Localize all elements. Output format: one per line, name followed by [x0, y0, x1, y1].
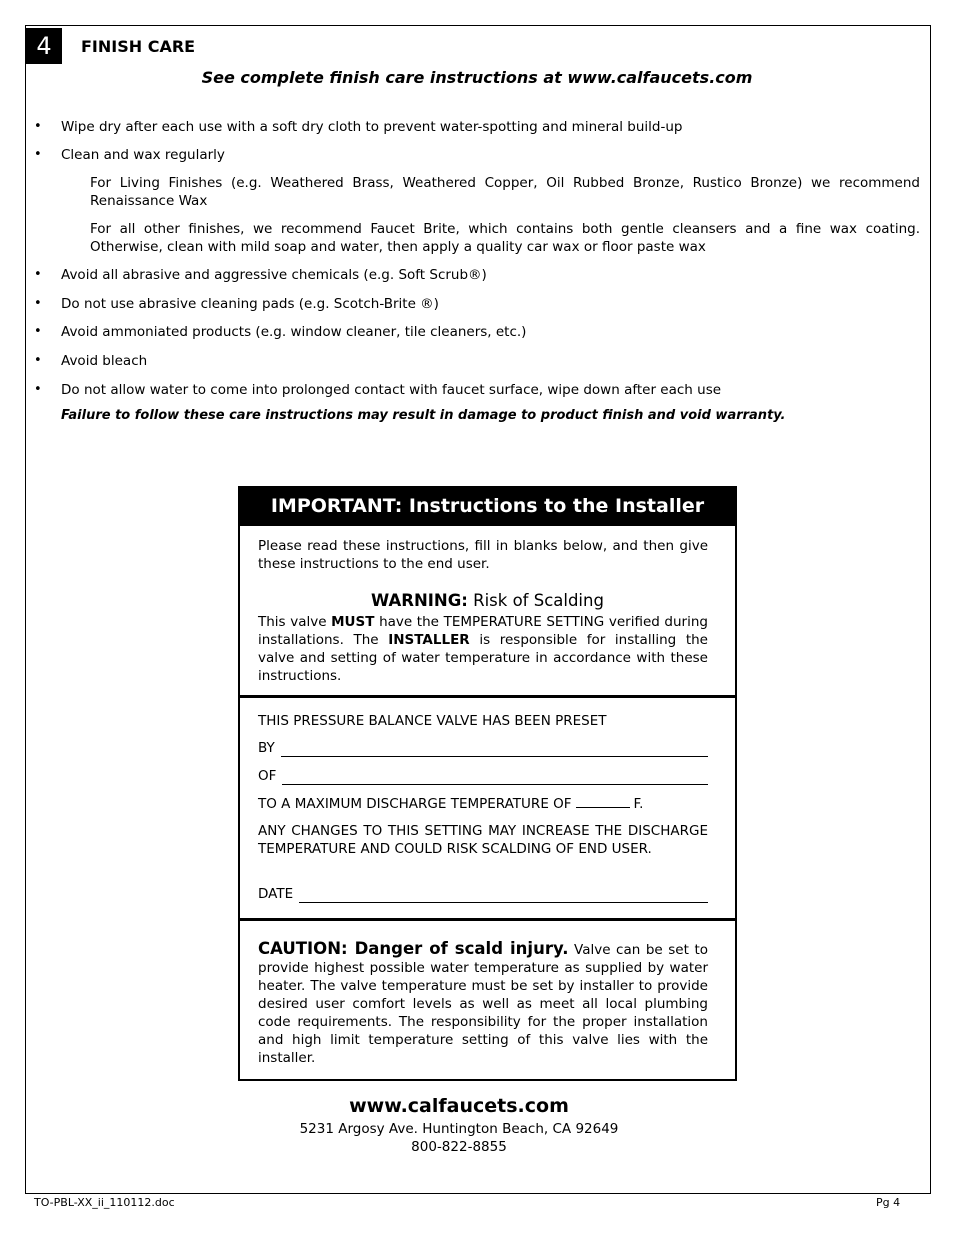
bullet-marker: •: [34, 119, 42, 134]
date-label: DATE: [258, 886, 294, 902]
installer-instructions-box: [238, 486, 737, 1081]
warning-text: This valve: [258, 614, 332, 630]
box-divider: [240, 918, 735, 921]
date-row: [258, 885, 708, 903]
max-temp-blank[interactable]: [576, 794, 630, 808]
warning-body: [258, 613, 708, 685]
page-number: Pg 4: [876, 1196, 901, 1209]
bullet-text: Do not use abrasive cleaning pads (e.g. Scotch-Brite ®): [61, 296, 439, 312]
bullet-marker: •: [34, 147, 42, 162]
changes-warning: ANY CHANGES TO THIS SETTING MAY INCREASE THE DISCHARGE TEMPERATURE AND COULD RISK SCALDING OF END USER.: [258, 823, 708, 857]
bullet-marker: •: [34, 353, 42, 368]
by-blank[interactable]: [281, 743, 708, 757]
bullet-marker: •: [34, 267, 42, 282]
warning-label: WARNING:: [371, 591, 468, 610]
finish-care-subtitle: See complete finish care instructions at www.calfaucets.com: [201, 68, 753, 87]
box-divider: [240, 695, 735, 698]
max-temperature-row: [258, 794, 708, 813]
phone-number: 800-822-8855: [411, 1139, 507, 1155]
installer-intro: Please read these instructions, fill in blanks below, and then give these instructions to the end user.: [258, 538, 708, 572]
website-link[interactable]: www.calfaucets.com: [349, 1095, 569, 1117]
warning-must: MUST: [331, 614, 375, 630]
bullet-abrasive-pads: [34, 295, 921, 313]
preset-of-row: [258, 767, 708, 785]
by-label: BY: [258, 740, 275, 756]
installer-box-heading: IMPORTANT: Instructions to the Installer: [240, 488, 735, 526]
caution-lead: CAUTION: Danger of scald injury.: [258, 939, 569, 958]
address: 5231 Argosy Ave. Huntington Beach, CA 92649: [299, 1121, 619, 1137]
warranty-warning: Failure to follow these care instructions may result in damage to product finish and void warranty.: [61, 408, 786, 423]
bullet-text: Avoid all abrasive and aggressive chemicals (e.g. Soft Scrub®): [61, 267, 487, 283]
warning-installer: INSTALLER: [388, 632, 470, 648]
warning-subject: Risk of Scalding: [467, 591, 604, 610]
preset-by-row: [258, 739, 708, 757]
bullet-text: Clean and wax regularly: [61, 147, 225, 163]
warning-text: is responsible for installing the valve and setting of water temperature in accordance with these instructions.: [258, 632, 708, 684]
bullet-bleach: [34, 352, 921, 370]
bullet-clean-wax: [34, 146, 921, 164]
caution-text: Valve can be set to provide highest possible water temperature as supplied by water heater. The valve temperature must be set by installer to provide desired user comfort levels as well as meet all local plumbing code requirements. The responsibility for the proper installation and high limit temperature setting of this valve lies with the installer.: [258, 942, 708, 1066]
temp-unit: F.: [633, 796, 644, 812]
date-blank[interactable]: [299, 889, 708, 903]
section-number: 4: [26, 28, 62, 64]
section-title: FINISH CARE: [81, 37, 196, 56]
caution-paragraph: [258, 940, 708, 1067]
of-label: OF: [258, 768, 277, 784]
document-id: TO-PBL-XX_ii_110112.doc: [34, 1196, 175, 1209]
bullet-marker: •: [34, 324, 42, 339]
other-finishes-note: For all other finishes, we recommend Faucet Brite, which contains both gentle cleansers and a fine wax coating. Otherwise, clean with mild soap and water, then apply a quality car wax or floor paste wax: [90, 221, 920, 255]
bullet-text: Avoid ammoniated products (e.g. window cleaner, tile cleaners, etc.): [61, 324, 527, 340]
bullet-marker: •: [34, 296, 42, 311]
preset-statement: THIS PRESSURE BALANCE VALVE HAS BEEN PRESET: [258, 713, 607, 729]
bullet-text: Wipe dry after each use with a soft dry cloth to prevent water-spotting and mineral build-up: [61, 119, 683, 135]
living-finishes-note: For Living Finishes (e.g. Weathered Brass, Weathered Copper, Oil Rubbed Bronze, Rustico Bronze) we recommend Renaissance Wax: [90, 175, 920, 209]
bullet-prolonged-water: [34, 381, 921, 399]
of-blank[interactable]: [282, 771, 708, 785]
bullet-text: Do not allow water to come into prolonged contact with faucet surface, wipe down after each use: [61, 382, 722, 398]
bullet-wipe-dry: [34, 118, 921, 136]
bullet-marker: •: [34, 382, 42, 397]
bullet-abrasive-chemicals: [34, 266, 921, 284]
max-temp-label: TO A MAXIMUM DISCHARGE TEMPERATURE OF: [258, 796, 572, 812]
warning-title: [240, 591, 735, 610]
bullet-text: Avoid bleach: [61, 353, 148, 369]
warning-text: have the TEMPERATURE SETTING verified during installations. The: [258, 614, 708, 648]
bullet-ammoniated: [34, 323, 921, 341]
